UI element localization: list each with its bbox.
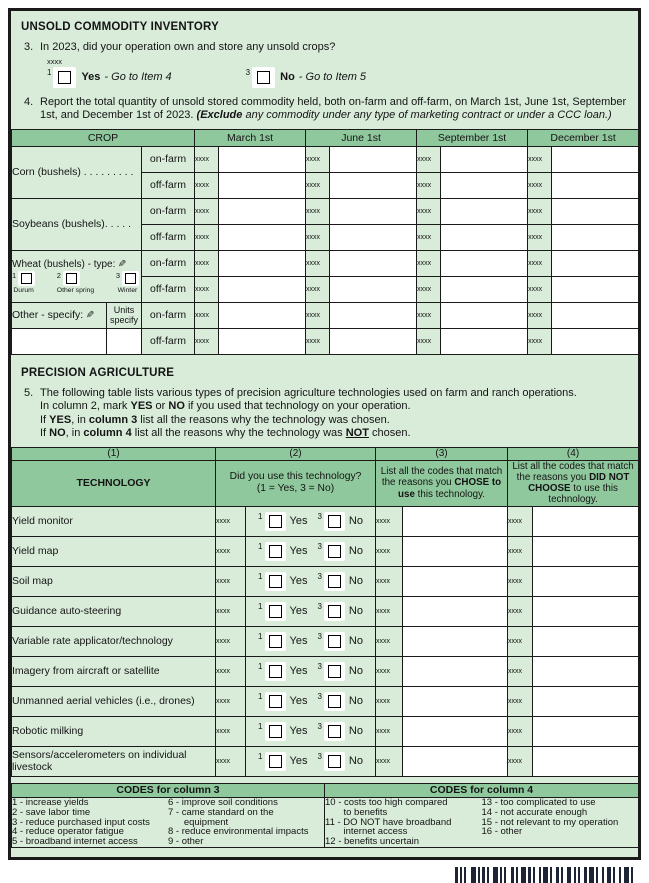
checkbox-patch bbox=[265, 632, 286, 651]
field-code: xxxx bbox=[216, 536, 246, 566]
option-number: 1 bbox=[258, 541, 263, 551]
crop-label-other bbox=[12, 302, 107, 328]
technology-header: TECHNOLOGY bbox=[12, 460, 216, 506]
col4-header: List all the codes that match the reasons you DID NOT CHOOSE to use this technology. bbox=[508, 460, 639, 506]
question-3 bbox=[11, 33, 638, 55]
field-code: xxxx bbox=[195, 146, 219, 172]
field-code: xxxx bbox=[508, 686, 533, 716]
field-code: xxxx bbox=[306, 146, 330, 172]
checkbox-patch bbox=[53, 67, 76, 88]
no-label: No bbox=[348, 635, 363, 648]
checkbox-patch bbox=[265, 752, 286, 771]
entry-cell[interactable] bbox=[219, 328, 306, 354]
durum-checkbox[interactable] bbox=[21, 273, 32, 284]
codes-notchose-entry[interactable] bbox=[533, 566, 639, 596]
field-code: xxxx bbox=[195, 250, 219, 276]
codes-col3-left: 1 - increase yields 2 - save labor time 3 - reduce purchased input costs 4 - reduce operator fatigue 5 - broadband internet access bbox=[12, 797, 150, 848]
field-code: xxxx bbox=[508, 536, 533, 566]
field-code: xxxx bbox=[417, 146, 441, 172]
checkbox-patch bbox=[324, 722, 345, 741]
entry-cell[interactable] bbox=[552, 328, 639, 354]
field-code: xxxx bbox=[216, 566, 246, 596]
codes-table bbox=[11, 783, 639, 849]
col-number-4: (4) bbox=[508, 447, 639, 460]
field-code: xxxx bbox=[195, 328, 219, 354]
tech-label: Variable rate applicator/technology bbox=[12, 626, 216, 656]
crop-label-wheat bbox=[12, 250, 142, 302]
codes-col3-right: 6 - improve soil conditions 7 - came standard on the equipment 8 - reduce environmental impacts 9 - other bbox=[168, 797, 309, 848]
field-code: xxxx bbox=[376, 746, 403, 776]
question-5-text bbox=[40, 387, 630, 441]
yesno-cell bbox=[246, 716, 376, 746]
question-4-number: 4. bbox=[24, 95, 34, 108]
entry-cell[interactable] bbox=[441, 302, 528, 328]
option-number: 3 bbox=[317, 631, 322, 641]
q5-line-2: In column 2, mark YES or NO if you used that technology on your operation. bbox=[40, 400, 411, 412]
entry-cell[interactable] bbox=[441, 146, 528, 172]
field-code: xxxx bbox=[508, 626, 533, 656]
entry-cell[interactable] bbox=[219, 302, 306, 328]
wheat-type-durum bbox=[12, 271, 35, 294]
field-code: xxxx bbox=[417, 172, 441, 198]
on-farm-label: on-farm bbox=[142, 250, 195, 276]
checkbox-patch bbox=[63, 271, 80, 286]
entry-cell[interactable] bbox=[330, 302, 417, 328]
field-code: xxxx bbox=[306, 328, 330, 354]
no-label: No bbox=[348, 575, 363, 588]
no-checkbox[interactable] bbox=[328, 725, 341, 738]
checkbox-patch bbox=[324, 572, 345, 591]
other-crop-writein[interactable] bbox=[12, 328, 107, 354]
off-farm-label: off-farm bbox=[142, 276, 195, 302]
no-checkbox[interactable] bbox=[328, 545, 341, 558]
yes-checkbox[interactable] bbox=[269, 755, 282, 768]
option-number: 3 bbox=[317, 511, 322, 521]
col-number-3: (3) bbox=[376, 447, 508, 460]
q5-line-1: The following table lists various types of precision agriculture technologies used on farm and ranch operations. bbox=[40, 386, 577, 399]
section-title-unsold: UNSOLD COMMODITY INVENTORY bbox=[21, 21, 219, 33]
field-code: xxxx bbox=[216, 716, 246, 746]
entry-cell[interactable] bbox=[219, 146, 306, 172]
units-writein[interactable] bbox=[107, 328, 142, 354]
yesno-cell bbox=[246, 506, 376, 536]
checkbox-patch bbox=[324, 542, 345, 561]
option-number: 3 bbox=[317, 751, 322, 761]
field-code: xxxx bbox=[195, 302, 219, 328]
field-code: xxxx bbox=[376, 506, 403, 536]
field-code: xxxx bbox=[216, 746, 246, 776]
codes-notchose-entry[interactable] bbox=[533, 686, 639, 716]
field-code: xxxx bbox=[528, 146, 552, 172]
col2-header-line1: Did you use this technology? bbox=[229, 470, 362, 482]
option-number: 3 bbox=[115, 270, 120, 280]
yes-goto-text: - Go to Item 4 bbox=[104, 71, 172, 83]
no-option-number: 3 bbox=[245, 67, 251, 77]
field-code: xxxx bbox=[306, 224, 330, 250]
entry-cell[interactable] bbox=[441, 250, 528, 276]
field-code: xxxx bbox=[417, 328, 441, 354]
question-4-text: Report the total quantity of unsold stored commodity held, both on-farm and off-farm, on March 1st, June 1st, September 1st, and December 1st of 2023. (Exclude any commodity under any type of marketing contract or under a CCC loan.) bbox=[40, 95, 627, 121]
off-farm-label: off-farm bbox=[142, 172, 195, 198]
field-code: xxxx bbox=[216, 656, 246, 686]
col2-header bbox=[216, 460, 376, 506]
entry-cell[interactable] bbox=[552, 198, 639, 224]
march-header: March 1st bbox=[195, 129, 306, 146]
codes-notchose-entry[interactable] bbox=[533, 656, 639, 686]
option-number: 3 bbox=[317, 601, 322, 611]
yes-label: Yes bbox=[289, 605, 308, 618]
field-code: xxxx bbox=[376, 566, 403, 596]
tech-label: Soil map bbox=[12, 566, 216, 596]
field-code: xxxx bbox=[195, 224, 219, 250]
december-header: December 1st bbox=[528, 129, 639, 146]
entry-cell[interactable] bbox=[552, 276, 639, 302]
field-code: xxxx bbox=[47, 56, 62, 66]
codes-col4-body bbox=[325, 797, 639, 848]
september-header: September 1st bbox=[417, 129, 528, 146]
option-number: 1 bbox=[258, 511, 263, 521]
yes-checkbox[interactable] bbox=[269, 605, 282, 618]
field-code: xxxx bbox=[417, 250, 441, 276]
question-5 bbox=[11, 379, 638, 441]
no-checkbox[interactable] bbox=[328, 695, 341, 708]
entry-cell[interactable] bbox=[219, 172, 306, 198]
entry-cell[interactable] bbox=[330, 276, 417, 302]
wheat-type-winter bbox=[116, 271, 139, 294]
entry-cell[interactable] bbox=[552, 146, 639, 172]
entry-cell[interactable] bbox=[330, 328, 417, 354]
durum-label: Durum bbox=[13, 286, 34, 294]
yes-label: Yes bbox=[289, 515, 308, 528]
no-checkbox[interactable] bbox=[328, 605, 341, 618]
no-checkbox[interactable] bbox=[328, 635, 341, 648]
field-code: xxxx bbox=[508, 716, 533, 746]
field-code: xxxx bbox=[376, 596, 403, 626]
entry-cell[interactable] bbox=[330, 198, 417, 224]
no-checkbox[interactable] bbox=[328, 515, 341, 528]
option-number: 3 bbox=[317, 661, 322, 671]
tech-label: Imagery from aircraft or satellite bbox=[12, 656, 216, 686]
no-checkbox[interactable] bbox=[328, 575, 341, 588]
checkbox-patch bbox=[324, 662, 345, 681]
field-code: xxxx bbox=[306, 172, 330, 198]
yes-checkbox[interactable] bbox=[269, 575, 282, 588]
tech-label: Guidance auto-steering bbox=[12, 596, 216, 626]
tech-label: Robotic milking bbox=[12, 716, 216, 746]
option-number: 1 bbox=[258, 751, 263, 761]
checkbox-patch bbox=[18, 271, 35, 286]
no-label: No bbox=[348, 665, 363, 678]
option-number: 3 bbox=[317, 541, 322, 551]
field-code: xxxx bbox=[528, 250, 552, 276]
codes-notchose-entry[interactable] bbox=[533, 626, 639, 656]
field-code: xxxx bbox=[528, 328, 552, 354]
checkbox-patch bbox=[324, 632, 345, 651]
question-3-answers bbox=[11, 58, 638, 88]
winter-label: Winter bbox=[117, 286, 138, 294]
option-number: 1 bbox=[258, 691, 263, 701]
codes-chose-entry[interactable] bbox=[403, 686, 508, 716]
field-code: xxxx bbox=[417, 276, 441, 302]
option-number: 1 bbox=[258, 661, 263, 671]
no-label: No bbox=[348, 755, 363, 768]
section-title-precision: PRECISION AGRICULTURE bbox=[21, 366, 175, 379]
yesno-cell bbox=[246, 746, 376, 776]
entry-cell[interactable] bbox=[441, 224, 528, 250]
field-code: xxxx bbox=[216, 626, 246, 656]
yes-label: Yes bbox=[289, 545, 308, 558]
other-spring-label: Other spring bbox=[56, 286, 95, 294]
col2-header-line2: (1 = Yes, 3 = No) bbox=[256, 483, 335, 495]
codes-notchose-entry[interactable] bbox=[533, 716, 639, 746]
codes-col3-body bbox=[12, 797, 325, 848]
yes-label: Yes bbox=[289, 575, 308, 588]
other-spring-checkbox[interactable] bbox=[66, 273, 77, 284]
entry-cell[interactable] bbox=[219, 250, 306, 276]
field-code: xxxx bbox=[376, 656, 403, 686]
checkbox-patch bbox=[252, 67, 275, 88]
other-label: Other - specify: bbox=[12, 309, 84, 321]
question-4 bbox=[11, 88, 638, 123]
q5-line-4: If NO, in column 4 list all the reasons why the technology was NOT chosen. bbox=[40, 427, 411, 439]
pencil-icon: ✎ bbox=[86, 310, 95, 321]
checkbox-patch bbox=[265, 692, 286, 711]
field-code: xxxx bbox=[528, 224, 552, 250]
yes-checkbox[interactable] bbox=[269, 695, 282, 708]
crop-table bbox=[11, 129, 639, 355]
no-checkbox[interactable] bbox=[328, 755, 341, 768]
field-code: xxxx bbox=[417, 198, 441, 224]
codes-col4-right: 13 - too complicated to use 14 - not accurate enough 15 - not relevant to my operation 16 - other bbox=[481, 797, 619, 838]
crop-label-corn: Corn (bushels) . . . . . . . . . bbox=[12, 146, 142, 198]
no-label: No bbox=[348, 695, 363, 708]
entry-cell[interactable] bbox=[219, 198, 306, 224]
entry-cell[interactable] bbox=[552, 172, 639, 198]
off-farm-label: off-farm bbox=[142, 328, 195, 354]
field-code: xxxx bbox=[508, 566, 533, 596]
tech-label: Yield map bbox=[12, 536, 216, 566]
codes-chose-entry[interactable] bbox=[403, 506, 508, 536]
checkbox-patch bbox=[265, 662, 286, 681]
on-farm-label: on-farm bbox=[142, 302, 195, 328]
question-3-text: In 2023, did your operation own and store any unsold crops? bbox=[40, 41, 336, 53]
precision-table bbox=[11, 447, 639, 777]
codes-notchose-entry[interactable] bbox=[533, 506, 639, 536]
field-code: xxxx bbox=[508, 746, 533, 776]
yes-label: Yes bbox=[289, 635, 308, 648]
question-5-number: 5. bbox=[24, 386, 34, 399]
checkbox-patch bbox=[324, 752, 345, 771]
field-code: xxxx bbox=[195, 172, 219, 198]
tech-label: Sensors/accelerometers on individual livestock bbox=[12, 746, 216, 776]
entry-cell[interactable] bbox=[441, 276, 528, 302]
entry-cell[interactable] bbox=[441, 198, 528, 224]
units-specify-label: Units specify bbox=[107, 302, 142, 328]
field-code: xxxx bbox=[195, 198, 219, 224]
entry-cell[interactable] bbox=[330, 146, 417, 172]
pencil-icon: ✎ bbox=[118, 258, 127, 270]
checkbox-patch bbox=[265, 572, 286, 591]
field-code: xxxx bbox=[376, 536, 403, 566]
col-number-2: (2) bbox=[216, 447, 376, 460]
field-code: xxxx bbox=[306, 250, 330, 276]
option-number: 2 bbox=[56, 270, 61, 280]
entry-cell[interactable] bbox=[441, 172, 528, 198]
barcode bbox=[455, 867, 633, 883]
no-label: No bbox=[348, 725, 363, 738]
q5-line-3: If YES, in column 3 list all the reasons why the technology was chosen. bbox=[40, 413, 390, 426]
no-goto-text: - Go to Item 5 bbox=[298, 71, 367, 83]
on-farm-label: on-farm bbox=[142, 146, 195, 172]
option-number: 1 bbox=[258, 721, 263, 731]
field-code: xxxx bbox=[528, 198, 552, 224]
codes-col4-header: CODES for column 4 bbox=[325, 783, 639, 797]
no-label: No bbox=[348, 605, 363, 618]
codes-chose-entry[interactable] bbox=[403, 746, 508, 776]
entry-cell[interactable] bbox=[441, 328, 528, 354]
crop-header: CROP bbox=[12, 129, 195, 146]
yes-label: Yes bbox=[289, 695, 308, 708]
yes-checkbox[interactable] bbox=[269, 725, 282, 738]
checkbox-patch bbox=[324, 602, 345, 621]
option-number: 3 bbox=[317, 721, 322, 731]
codes-chose-entry[interactable] bbox=[403, 626, 508, 656]
field-code: xxxx bbox=[376, 626, 403, 656]
codes-chose-entry[interactable] bbox=[403, 596, 508, 626]
yes-checkbox[interactable] bbox=[269, 545, 282, 558]
option-number: 1 bbox=[258, 601, 263, 611]
field-code: xxxx bbox=[306, 198, 330, 224]
on-farm-label: on-farm bbox=[142, 198, 195, 224]
yes-label: Yes bbox=[289, 665, 308, 678]
winter-checkbox[interactable] bbox=[125, 273, 136, 284]
field-code: xxxx bbox=[216, 506, 246, 536]
no-label: No bbox=[348, 515, 363, 528]
field-code: xxxx bbox=[195, 276, 219, 302]
codes-chose-entry[interactable] bbox=[403, 716, 508, 746]
yesno-cell bbox=[246, 566, 376, 596]
crop-label-soybeans: Soybeans (bushels). . . . . bbox=[12, 198, 142, 250]
wheat-type-other-spring bbox=[57, 271, 94, 294]
option-number: 3 bbox=[317, 691, 322, 701]
form-outer-box bbox=[8, 8, 641, 860]
entry-cell[interactable] bbox=[552, 250, 639, 276]
field-code: xxxx bbox=[528, 172, 552, 198]
yes-option-number: 1 bbox=[47, 67, 52, 77]
entry-cell[interactable] bbox=[330, 172, 417, 198]
no-checkbox[interactable] bbox=[257, 71, 270, 84]
entry-cell[interactable] bbox=[219, 276, 306, 302]
option-number: 1 bbox=[258, 631, 263, 641]
yesno-cell bbox=[246, 686, 376, 716]
field-code: xxxx bbox=[376, 686, 403, 716]
field-code: xxxx bbox=[306, 276, 330, 302]
codes-chose-entry[interactable] bbox=[403, 536, 508, 566]
checkbox-patch bbox=[265, 512, 286, 531]
entry-cell[interactable] bbox=[330, 224, 417, 250]
tech-label: Unmanned aerial vehicles (i.e., drones) bbox=[12, 686, 216, 716]
codes-notchose-entry[interactable] bbox=[533, 596, 639, 626]
field-code: xxxx bbox=[508, 596, 533, 626]
entry-cell[interactable] bbox=[219, 224, 306, 250]
yes-label: Yes bbox=[81, 71, 101, 83]
option-number: 1 bbox=[258, 571, 263, 581]
field-code: xxxx bbox=[306, 302, 330, 328]
field-code: xxxx bbox=[216, 686, 246, 716]
field-code: xxxx bbox=[508, 656, 533, 686]
checkbox-patch bbox=[265, 542, 286, 561]
field-code: xxxx bbox=[376, 716, 403, 746]
col-number-1: (1) bbox=[12, 447, 216, 460]
field-code: xxxx bbox=[528, 302, 552, 328]
no-label: No bbox=[348, 545, 363, 558]
checkbox-patch bbox=[122, 271, 139, 286]
yes-checkbox[interactable] bbox=[269, 515, 282, 528]
no-checkbox[interactable] bbox=[328, 665, 341, 678]
yesno-cell bbox=[246, 626, 376, 656]
yesno-cell bbox=[246, 656, 376, 686]
checkbox-patch bbox=[265, 602, 286, 621]
checkbox-patch bbox=[324, 512, 345, 531]
yes-label: Yes bbox=[289, 725, 308, 738]
option-number: 1 bbox=[12, 270, 17, 280]
codes-chose-entry[interactable] bbox=[403, 566, 508, 596]
question-3-number: 3. bbox=[24, 41, 34, 53]
codes-notchose-entry[interactable] bbox=[533, 746, 639, 776]
yes-label: Yes bbox=[289, 755, 308, 768]
yesno-cell bbox=[246, 536, 376, 566]
june-header: June 1st bbox=[306, 129, 417, 146]
tech-label: Yield monitor bbox=[12, 506, 216, 536]
off-farm-label: off-farm bbox=[142, 224, 195, 250]
option-number: 3 bbox=[317, 571, 322, 581]
codes-chose-entry[interactable] bbox=[403, 656, 508, 686]
yesno-cell bbox=[246, 596, 376, 626]
wheat-label: Wheat (bushels) - type: bbox=[12, 258, 116, 270]
no-label: No bbox=[280, 71, 295, 83]
field-code: xxxx bbox=[417, 302, 441, 328]
codes-col3-header: CODES for column 3 bbox=[12, 783, 325, 797]
codes-col4-left: 10 - costs too high compared to benefits 11 - DO NOT have broadband internet access 12 - benefits uncertain bbox=[325, 797, 452, 848]
field-code: xxxx bbox=[528, 276, 552, 302]
field-code: xxxx bbox=[216, 596, 246, 626]
codes-notchose-entry[interactable] bbox=[533, 536, 639, 566]
entry-cell[interactable] bbox=[552, 224, 639, 250]
entry-cell[interactable] bbox=[330, 250, 417, 276]
yes-checkbox[interactable] bbox=[269, 635, 282, 648]
field-code: xxxx bbox=[508, 506, 533, 536]
checkbox-patch bbox=[265, 722, 286, 741]
checkbox-patch bbox=[324, 692, 345, 711]
field-code: xxxx bbox=[417, 224, 441, 250]
yes-checkbox[interactable] bbox=[58, 71, 71, 84]
entry-cell[interactable] bbox=[552, 302, 639, 328]
col3-header: List all the codes that match the reasons you CHOSE to use this technology. bbox=[376, 460, 508, 506]
yes-checkbox[interactable] bbox=[269, 665, 282, 678]
